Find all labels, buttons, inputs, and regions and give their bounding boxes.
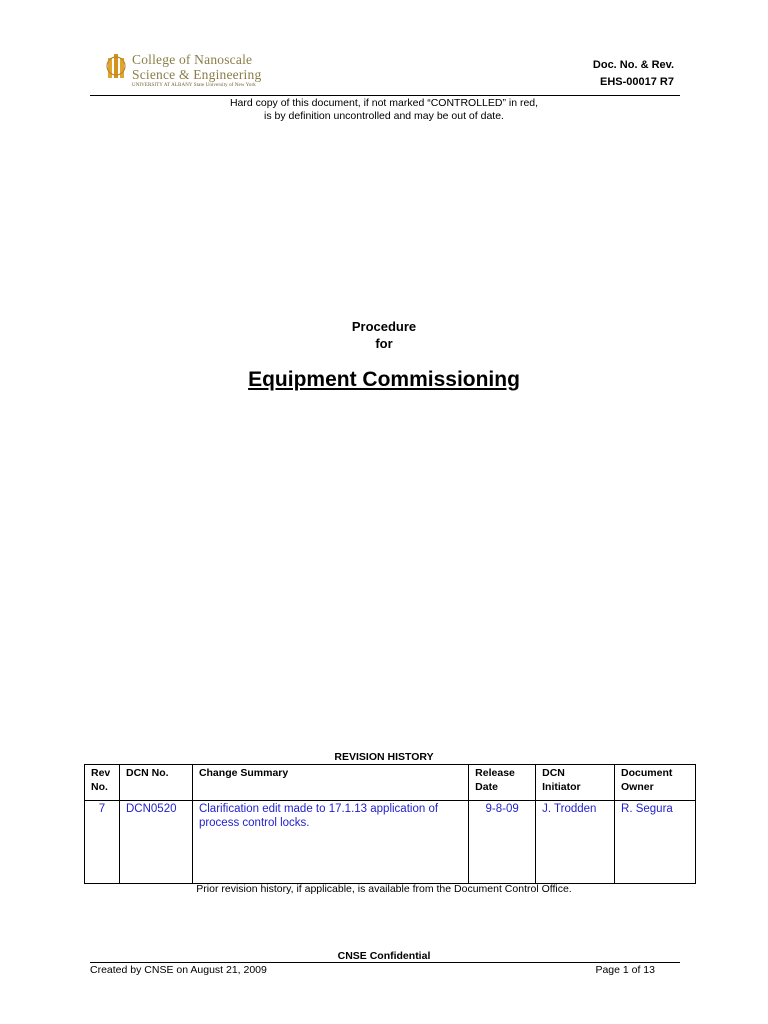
created-by-text: Created by CNSE on August 21, 2009	[90, 964, 267, 976]
procedure-heading	[0, 318, 768, 352]
nanoscale-logo-icon	[105, 52, 129, 82]
cell-release-date: 9-8-09	[469, 801, 536, 884]
cell-change-summary: Clarification edit made to 17.1.13 application of process control locks.	[192, 801, 468, 884]
header-rule	[90, 95, 680, 96]
column-header-release-date: Release Date	[469, 765, 536, 801]
prior-revision-note: Prior revision history, if applicable, is available from the Document Control Office.	[196, 883, 572, 895]
cnse-logo	[105, 52, 280, 92]
confidential-label: CNSE Confidential	[337, 950, 431, 962]
table-row	[85, 801, 696, 884]
notice-line-1: Hard copy of this document, if not marked “CONTROLLED” in red,	[229, 97, 539, 109]
column-header-dcn-initiator: DCN Initiator	[536, 765, 615, 801]
page-header	[0, 0, 768, 100]
footer-rule	[90, 962, 680, 963]
table-header-row	[85, 765, 696, 801]
column-header-change-summary: Change Summary	[192, 765, 468, 801]
notice-line-2: is by definition uncontrolled and may be out of date.	[264, 109, 504, 122]
logo-line-2: Science & Engineering	[132, 67, 262, 82]
cell-dcn: DCN0520	[119, 801, 192, 884]
document-number-block	[593, 57, 674, 91]
doc-number: EHS-00017 R7	[600, 76, 674, 88]
revision-history-table	[84, 764, 696, 884]
revision-history-title: REVISION HISTORY	[334, 751, 434, 763]
uncontrolled-copy-notice	[0, 97, 768, 122]
logo-line-3: UNIVERSITY AT ALBANY State University of New York	[132, 83, 256, 88]
page-number: Page 1 of 13	[595, 964, 655, 976]
for-label: for	[375, 336, 393, 351]
column-header-dcn: DCN No.	[119, 765, 192, 801]
column-header-rev: Rev No.	[85, 765, 120, 801]
cell-initiator: J. Trodden	[536, 801, 615, 884]
procedure-label: Procedure	[351, 319, 417, 334]
document-title: Equipment Commissioning	[248, 368, 520, 391]
column-header-document-owner: Document Owner	[615, 765, 696, 801]
doc-label: Doc. No. & Rev.	[592, 59, 674, 71]
cell-owner: R. Segura	[615, 801, 696, 884]
cell-rev: 7	[85, 801, 120, 884]
logo-line-1: College of Nanoscale	[132, 52, 253, 67]
